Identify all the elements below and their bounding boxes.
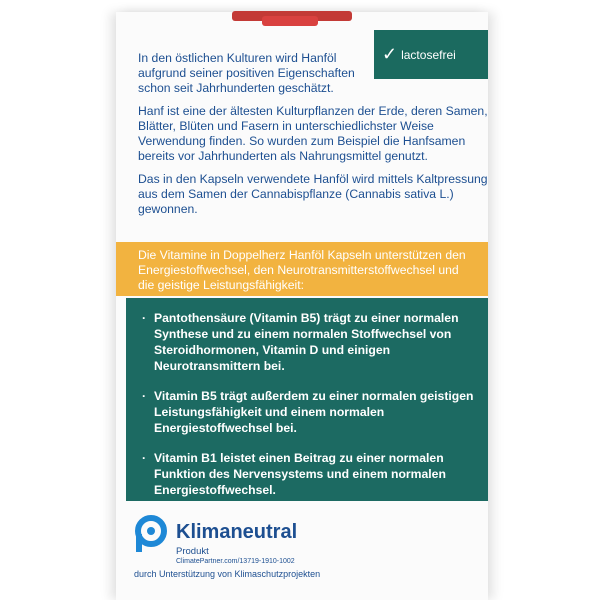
claim-item: · Pantothensäure (Vitamin B5) trägt zu einer normalen Synthese und zu einem normalen Stoffwechsel von Steroidhormonen, Vitamin D und einigen Neurotransmittern bei. xyxy=(140,310,474,374)
brand-logo-partial xyxy=(220,5,370,31)
intro-paragraph-3: Das in den Kapseln verwendete Hanföl wird mittels Kaltpressung aus dem Samen der Cannabispflanze (Cannabis sativa L.) gewonnen. xyxy=(138,172,488,216)
intro-paragraph-2: Hanf ist eine der ältesten Kulturpflanzen der Erde, deren Samen, Blätter, Blüten und Fasern in unterschiedlichster Weise Verwendung finden. So wurden zum Beispiel die Hanfsamen bereits vor Jahrhunderten als Nahrungsmittel genutzt. xyxy=(138,104,488,163)
claim-item: · Vitamin B5 trägt außerdem zu einer normalen geistigen Leistungsfähigkeit und einem normalen Energiestoffwechsel bei. xyxy=(140,388,474,436)
climate-partner-url: ClimatePartner.com/13719-1910-1002 xyxy=(176,558,295,565)
climate-partner-logo-icon xyxy=(134,513,170,553)
check-icon: ✓ xyxy=(382,44,398,64)
climate-neutral-title: Klimaneutral xyxy=(176,521,298,543)
climate-neutral-subtitle: Produkt xyxy=(176,546,209,557)
claim-item: · Vitamin B1 leistet einen Beitrag zu einer normalen Funktion des Nervensystems und einem normalen Energiestoffwechsel. xyxy=(140,450,474,498)
intro-paragraph-1: In den östlichen Kulturen wird Hanföl aufgrund seiner positiven Eigenschaften schon seit Jahrhunderten geschätzt. xyxy=(138,51,355,95)
intro-text xyxy=(138,51,488,225)
vitamin-banner: Die Vitamine in Doppelherz Hanföl Kapseln unterstützen den Energiestoffwechsel, den Neurotransmitterstoffwechsel und die geistige Leistungsfähigkeit: xyxy=(116,242,488,296)
lactose-free-label: lactosefrei xyxy=(401,47,456,62)
product-box-back xyxy=(116,12,488,600)
logo-red-pill xyxy=(262,16,318,26)
climate-neutral-label xyxy=(134,513,434,583)
climate-footer-text: durch Unterstützung von Klimaschutzprojekten xyxy=(134,569,321,579)
vitamin-claims-panel xyxy=(126,298,488,501)
